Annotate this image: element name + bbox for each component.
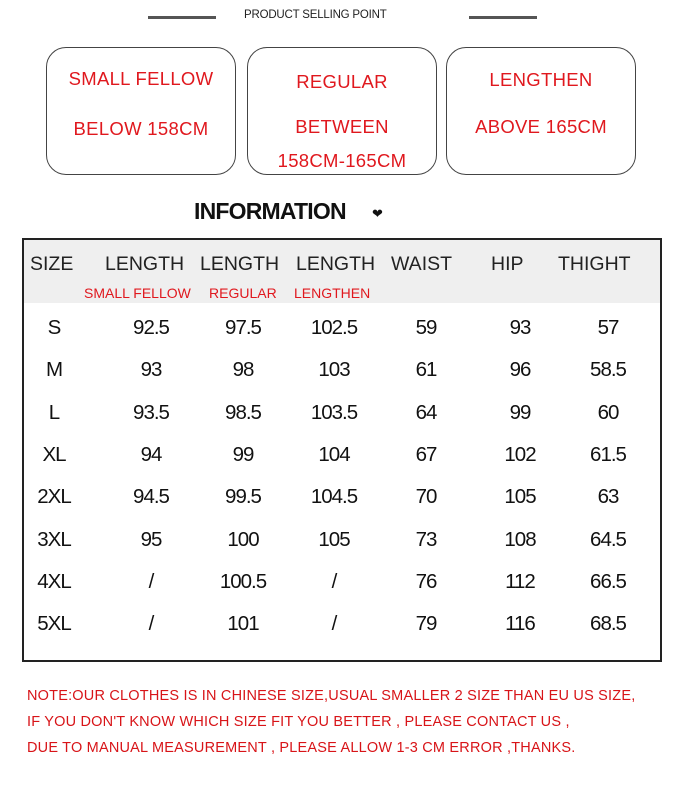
header-sub-regular: REGULAR [209,285,277,301]
table-cell-hip: 116 [505,612,535,636]
table-cell-size: XL [42,442,66,466]
table-cell-thight: 57 [597,316,619,339]
card-range-value: 158CM-165CM [277,150,407,171]
header-hip: HIP [491,253,524,275]
table-cell-length-small-fellow: / [148,569,154,593]
table-cell-length-small-fellow: 93.5 [133,400,169,424]
table-cell-length-small-fellow: 94 [140,442,162,466]
note-line-2: IF YOU DON'T KNOW WHICH SIZE FIT YOU BETTER , PLEASE CONTACT US , [27,714,570,730]
table-cell-hip: 108 [504,527,536,551]
table-cell-waist: 64 [415,400,437,424]
table-cell-size: L [48,400,60,424]
table-cell-hip: 93 [509,316,531,339]
card-range: BELOW 158CM [73,118,209,139]
table-cell-length-regular: 98.5 [225,400,261,424]
table-cell-length-regular: 99 [232,442,254,466]
table-cell-length-regular: 100.5 [219,569,267,593]
size-table [22,238,662,662]
table-cell-thight: 63 [597,485,619,509]
card-heading: SMALL FELLOW [68,68,214,89]
table-cell-hip: 112 [505,569,535,593]
table-cell-hip: 96 [509,358,531,382]
table-cell-hip: 105 [504,485,536,509]
table-cell-length-lengthen: 103 [318,358,350,382]
table-cell-length-lengthen: / [331,569,337,593]
table-cell-size: 5XL [37,612,71,636]
table-cell-size: 3XL [37,527,71,551]
table-cell-length-lengthen: 103.5 [310,400,358,424]
header-length-regular: LENGTH [200,253,280,275]
table-cell-waist: 79 [415,612,437,636]
table-cell-length-small-fellow: 93 [140,358,162,382]
table-cell-thight: 66.5 [590,569,626,593]
card-heading: REGULAR [296,71,388,92]
table-header [24,240,660,303]
table-cell-size: M [45,358,63,382]
table-cell-length-regular: 99.5 [225,485,261,509]
table-cell-length-regular: 101 [227,612,259,636]
table-cell-length-small-fellow: 95 [140,527,162,551]
table-cell-hip: 99 [509,400,531,424]
table-cell-waist: 73 [415,527,437,551]
table-cell-thight: 61.5 [590,442,626,466]
table-cell-length-lengthen: 102.5 [310,316,358,339]
table-cell-size: S [47,316,61,339]
table-cell-waist: 59 [415,316,437,339]
table-cell-length-lengthen: 104.5 [310,485,358,509]
header-sub-lengthen: LENGTHEN [294,285,371,301]
header-sub-small-fellow: SMALL FELLOW [84,285,191,301]
header-thight: THIGHT [558,253,631,275]
table-cell-length-small-fellow: 94.5 [133,485,169,509]
table-cell-length-lengthen: 105 [318,527,350,551]
table-cell-waist: 76 [415,569,437,593]
table-cell-length-small-fellow: 92.5 [133,316,169,339]
card-heading: LENGTHEN [489,69,593,90]
table-cell-length-lengthen: 104 [318,442,350,466]
card-small-fellow [46,47,236,175]
table-cell-size: 2XL [37,485,71,509]
header-size: SIZE [30,253,74,275]
information-title: INFORMATION [194,198,346,224]
table-cell-hip: 102 [504,442,536,466]
table-cell-thight: 64.5 [590,527,626,551]
note-line-3: DUE TO MANUAL MEASUREMENT , PLEASE ALLOW 1-3 CM ERROR ,THANKS. [27,740,576,756]
table-cell-length-regular: 100 [227,527,259,551]
table-cell-size: 4XL [37,569,71,593]
card-range: ABOVE 165CM [475,116,607,137]
table-cell-thight: 68.5 [590,612,626,636]
table-cell-length-regular: 98 [232,358,254,382]
header-waist: WAIST [391,253,453,275]
header-length-lengthen: LENGTH [296,253,376,275]
title-rule-left [148,16,216,19]
section-title: PRODUCT SELLING POINT [244,9,387,21]
table-cell-waist: 67 [415,442,437,466]
table-cell-thight: 60 [597,400,619,424]
note-line-1: NOTE:OUR CLOTHES IS IN CHINESE SIZE,USUAL SMALLER 2 SIZE THAN EU US SIZE, [27,688,636,704]
table-cell-length-lengthen: / [331,612,337,636]
table-cell-waist: 70 [415,485,437,509]
heart-icon: ❤ [372,206,383,221]
card-regular [247,47,437,175]
table-cell-thight: 58.5 [590,358,626,382]
title-rule-right [469,16,537,19]
table-cell-length-regular: 97.5 [225,316,261,339]
card-range: BETWEEN [295,116,389,137]
card-lengthen [446,47,636,175]
header-length-small: LENGTH [105,253,185,275]
table-cell-length-small-fellow: / [148,612,154,636]
table-cell-waist: 61 [415,358,437,382]
